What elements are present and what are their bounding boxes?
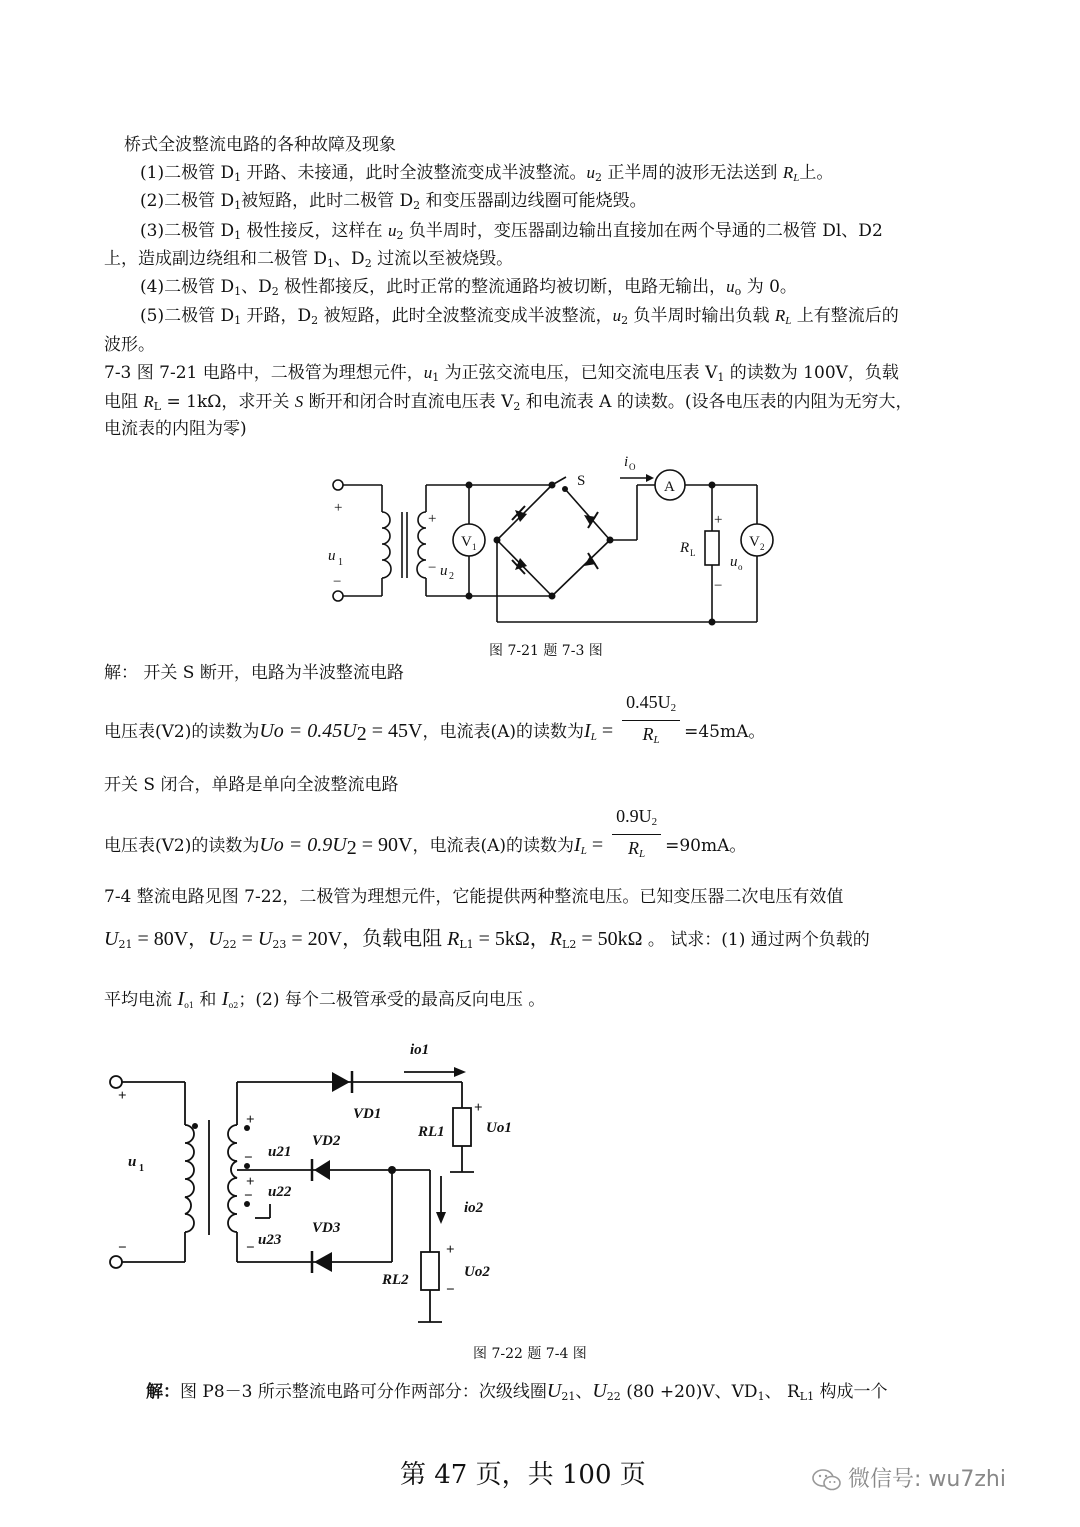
svg-text:S: S bbox=[577, 473, 586, 489]
fault-4: (4)二极管 $D_1$、$D_2$ 极性都接反，此时正常的整流通路均被切断，电路无输出，$u_o$ 为 0。 bbox=[140, 277, 797, 298]
svg-text:u: u bbox=[730, 554, 738, 570]
diode-vd3 bbox=[314, 1252, 332, 1272]
svg-text:RL1: RL1 bbox=[418, 1124, 445, 1140]
page-footer: 第 47 页，共 100 页 bbox=[400, 1460, 646, 1490]
svg-text:+: + bbox=[118, 1088, 127, 1104]
svg-text:VD2: VD2 bbox=[312, 1133, 341, 1149]
svg-text:V: V bbox=[749, 534, 760, 550]
svg-text:+: + bbox=[428, 511, 437, 527]
wechat-icon bbox=[812, 1468, 842, 1492]
svg-text:+: + bbox=[246, 1112, 255, 1128]
svg-text:2: 2 bbox=[760, 542, 765, 552]
svg-text:u23: u23 bbox=[258, 1232, 282, 1248]
diode-vd2 bbox=[314, 1160, 330, 1180]
figure-7-21-caption: 图 7-21 题 7-3 图 bbox=[489, 643, 603, 659]
solution-7-3-open-readings: 电压表(V2)的读数为$Uo = 0.45U_2 = 45V$，电流表(A)的读数为$I_L$ = $\frac{0.45U_2}{R_L}$ =45mA。 bbox=[104, 712, 765, 753]
svg-text:O: O bbox=[629, 462, 636, 472]
svg-text:−: − bbox=[118, 1240, 127, 1256]
fault-5: (5)二极管 $D_1$ 开路，$D_2$ 被短路，此时全波整流变成半波整流，$u_2$ 负半周时输出负载 $R_L$ 上有整流后的 bbox=[140, 306, 899, 327]
svg-text:−: − bbox=[446, 1282, 455, 1298]
svg-text:−: − bbox=[428, 560, 437, 576]
svg-text:1: 1 bbox=[338, 557, 343, 568]
fault-1: (1)二极管 $D_1$ 开路、未接通，此时全波整流变成半波整流。$u_2$ 正半周的波形无法送到 $R_L$上。 bbox=[140, 163, 834, 184]
question-7-4-given: $U_{21} = 80V$，$U_{22} = U_{23} = 20V$，负载电阻 $R_{L1} = 5k\Omega$，$R_{L2} = 50k\Omega$ 。 试求：(1) 通过两个负载的 bbox=[104, 928, 870, 951]
svg-text:RL2: RL2 bbox=[382, 1272, 409, 1288]
fraction-il-1: $\frac{0.45U_2}{R_L}$ bbox=[622, 690, 680, 753]
svg-text:2: 2 bbox=[449, 571, 454, 582]
svg-text:VD1: VD1 bbox=[353, 1106, 382, 1122]
section-title: 桥式全波整流电路的各种故障及现象 bbox=[124, 135, 396, 155]
svg-text:u: u bbox=[128, 1154, 137, 1170]
svg-text:R: R bbox=[680, 540, 690, 556]
svg-text:−: − bbox=[714, 578, 723, 594]
svg-text:A: A bbox=[664, 479, 675, 495]
svg-text:o: o bbox=[738, 562, 743, 572]
svg-text:i: i bbox=[624, 454, 629, 470]
svg-text:−: − bbox=[244, 1150, 253, 1166]
solution-7-4: 解：图 P8－3 所示整流电路可分作两部分：次级线圈$U_{21}$、$U_{22}$ (80 +20)V、$VD_1$、 $R_{L1}$ 构成一个 bbox=[146, 1380, 888, 1403]
svg-text:−: − bbox=[246, 1240, 255, 1256]
svg-text:Uo1: Uo1 bbox=[486, 1120, 512, 1136]
question-7-3-line2: 电阻 $R_L = 1k\Omega$，求开关 S 断开和闭合时直流电压表 $V_2$ 和电流表 A 的读数。(设各电压表的内阻为无穷大， bbox=[104, 392, 913, 413]
fault-3: (3)二极管 $D_1$ 极性接反，这样在 $u_2$ 负半周时，变压器副边输出直接加在两个导通的二极管 Dl、D2 bbox=[140, 221, 883, 242]
question-7-4: 7-4 整流电路见图 7-22，二极管为理想元件，它能提供两种整流电压。已知变压器二次电压有效值 bbox=[104, 887, 844, 907]
diode-vd1 bbox=[332, 1072, 350, 1092]
solution-7-3-closed-readings: 电压表(V2)的读数为$Uo = 0.9U_2 = 90V$，电流表(A)的读数为$I_L$ = $\frac{0.9U_2}{R_L}$ =90mA。 bbox=[104, 826, 746, 867]
fault-2: (2)二极管 $D_1$被短路，此时二极管 $D_2$ 和变压器副边线圈可能烧毁。 bbox=[140, 191, 647, 212]
svg-text:L: L bbox=[690, 548, 696, 558]
svg-text:−: − bbox=[333, 574, 342, 590]
svg-text:VD3: VD3 bbox=[312, 1220, 341, 1236]
solution-7-3-open: 解： 开关 S 断开，电路为半波整流电路 bbox=[104, 663, 404, 683]
svg-text:V: V bbox=[461, 534, 472, 550]
svg-text:+: + bbox=[334, 500, 343, 516]
fault-3-cont: 上，造成副边绕组和二极管 $D_1$、$D_2$ 过流以至被烧毁。 bbox=[104, 249, 514, 270]
wechat-watermark: 微信号: wu7zhi bbox=[812, 1462, 1006, 1493]
fault-5-cont: 波形。 bbox=[104, 335, 155, 355]
svg-text:+: + bbox=[474, 1100, 483, 1116]
svg-text:io1: io1 bbox=[410, 1042, 430, 1058]
svg-text:u21: u21 bbox=[268, 1144, 292, 1160]
svg-text:+: + bbox=[446, 1242, 455, 1258]
fraction-il-2: $\frac{0.9U_2}{R_L}$ bbox=[612, 804, 661, 867]
svg-text:1: 1 bbox=[139, 1163, 144, 1174]
svg-text:u22: u22 bbox=[268, 1184, 292, 1200]
question-7-4-ask: 平均电流 $I_{o1}$ 和 $I_{o2}$；(2) 每个二极管承受的最高反向电压 。 bbox=[104, 988, 546, 1010]
svg-text:−: − bbox=[244, 1188, 253, 1204]
svg-text:u: u bbox=[328, 548, 336, 564]
figure-7-22-caption: 图 7-22 题 7-4 图 bbox=[473, 1346, 587, 1362]
svg-text:io2: io2 bbox=[464, 1200, 484, 1216]
question-7-3-line3: 电流表的内阻为零) bbox=[104, 419, 247, 439]
svg-text:+: + bbox=[246, 1174, 255, 1190]
svg-text:u: u bbox=[440, 563, 448, 579]
svg-text:Uo2: Uo2 bbox=[464, 1264, 490, 1280]
question-7-3: 7-3 图 7-21 电路中，二极管为理想元件，$u_1$ 为正弦交流电压，已知交流电压表 $V_1$ 的读数为 100V，负载 bbox=[104, 363, 899, 384]
svg-text:1: 1 bbox=[472, 542, 477, 552]
svg-text:+: + bbox=[714, 512, 723, 528]
solution-7-3-closed: 开关 S 闭合，单路是单向全波整流电路 bbox=[104, 775, 399, 795]
